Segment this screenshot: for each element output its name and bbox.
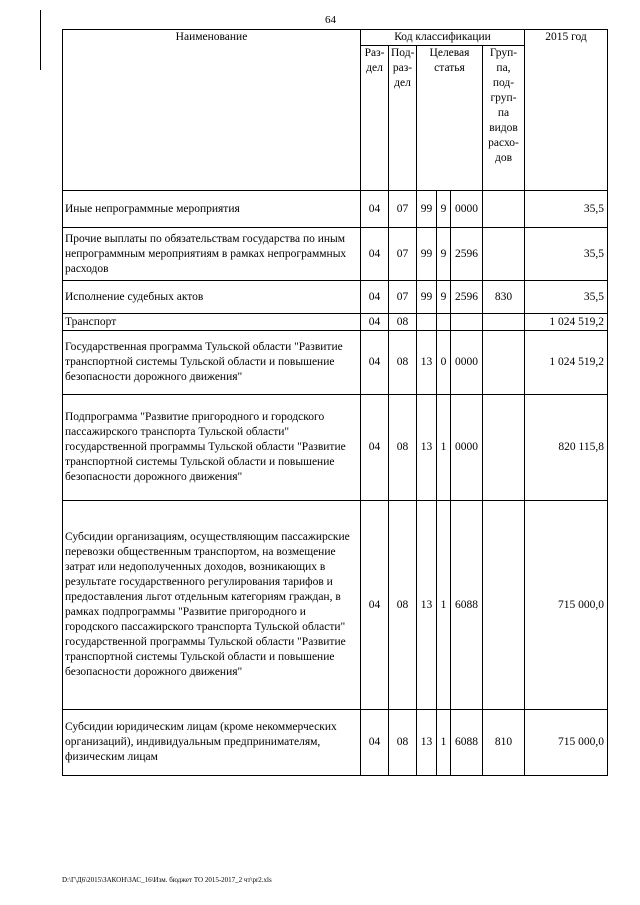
row-razdel: 04 xyxy=(361,501,389,710)
row-vr xyxy=(483,228,525,281)
row-name: Иные непрограммные мероприятия xyxy=(63,191,361,228)
row-name: Исполнение судебных актов xyxy=(63,281,361,314)
row-podrazdel: 07 xyxy=(389,281,417,314)
row-name: Подпрограмма "Развитие пригородного и городского пассажирского транспорта Тульской области" государственной программы Тульской области "Развитие транспортной системы Тульской области и повышение безопасности дорожного движения" xyxy=(63,395,361,501)
row-cs1 xyxy=(417,314,437,331)
table-row xyxy=(63,501,608,710)
row-cs3: 6088 xyxy=(451,501,483,710)
row-cs3 xyxy=(451,314,483,331)
row-cs3: 0000 xyxy=(451,395,483,501)
row-amount: 35,5 xyxy=(525,228,608,281)
row-cs2: 9 xyxy=(437,191,451,228)
header-year: 2015 год xyxy=(525,30,608,191)
row-cs2: 1 xyxy=(437,710,451,776)
row-cs2: 0 xyxy=(437,331,451,395)
header-code-classification: Код классификации xyxy=(361,30,525,46)
row-razdel: 04 xyxy=(361,710,389,776)
table-row xyxy=(63,395,608,501)
row-razdel: 04 xyxy=(361,228,389,281)
header-section: Раз-дел xyxy=(361,46,389,191)
row-podrazdel: 08 xyxy=(389,395,417,501)
row-vr xyxy=(483,395,525,501)
row-podrazdel: 08 xyxy=(389,710,417,776)
row-vr xyxy=(483,501,525,710)
row-cs1: 99 xyxy=(417,191,437,228)
row-cs2: 1 xyxy=(437,395,451,501)
table-row xyxy=(63,314,608,331)
row-cs3: 0000 xyxy=(451,191,483,228)
table-row xyxy=(63,228,608,281)
row-name: Государственная программа Тульской области "Развитие транспортной системы Тульской области и повышение безопасности дорожного движения" xyxy=(63,331,361,395)
row-name: Субсидии юридическим лицам (кроме некоммерческих организаций), индивидуальным предпринимателям, физическим лицам xyxy=(63,710,361,776)
row-cs3: 0000 xyxy=(451,331,483,395)
row-amount: 715 000,0 xyxy=(525,501,608,710)
row-vr: 810 xyxy=(483,710,525,776)
table-row xyxy=(63,710,608,776)
footer-file-path: D:\Г\Д6\2015\ЗАКОН\ЗАС_16\Изм. бюджет ТО 2015-2017_2 чт\pr2.xls xyxy=(62,876,272,884)
row-cs3: 6088 xyxy=(451,710,483,776)
header-expense-group: Груп-па, под-груп-па видов расхо-дов xyxy=(483,46,525,191)
header-subsection: Под-раз-дел xyxy=(389,46,417,191)
row-cs3: 2596 xyxy=(451,228,483,281)
row-razdel: 04 xyxy=(361,395,389,501)
row-podrazdel: 08 xyxy=(389,314,417,331)
row-podrazdel: 07 xyxy=(389,191,417,228)
table-row xyxy=(63,331,608,395)
row-vr xyxy=(483,331,525,395)
row-name: Прочие выплаты по обязательствам государства по иным непрограммным мероприятиям в рамках непрограммных расходов xyxy=(63,228,361,281)
header-name: Наименование xyxy=(63,30,361,191)
row-vr xyxy=(483,191,525,228)
row-amount: 715 000,0 xyxy=(525,710,608,776)
row-cs1: 13 xyxy=(417,331,437,395)
budget-table xyxy=(62,29,608,776)
header-target-article: Целевая статья xyxy=(417,46,483,191)
table-row xyxy=(63,281,608,314)
row-podrazdel: 08 xyxy=(389,501,417,710)
row-vr: 830 xyxy=(483,281,525,314)
row-name: Субсидии организациям, осуществляющим пассажирские перевозки общественным транспортом, на возмещение затрат или недополученных доходов, возникающих в результате государственного регулирования тарифов и предоставления льгот отдельным категориям граждан, в рамках подпрограммы "Развитие пригородного и городского пассажирского транспорта Тульской области" государственной программы Тульской области "Развитие транспортной системы Тульской области и повышение безопасности дорожного движения" xyxy=(63,501,361,710)
row-cs1: 13 xyxy=(417,395,437,501)
row-cs1: 13 xyxy=(417,710,437,776)
page-number: 64 xyxy=(325,14,336,26)
row-vr xyxy=(483,314,525,331)
row-razdel: 04 xyxy=(361,331,389,395)
row-cs1: 13 xyxy=(417,501,437,710)
row-razdel: 04 xyxy=(361,314,389,331)
row-amount: 35,5 xyxy=(525,281,608,314)
margin-rule xyxy=(40,10,41,70)
row-cs1: 99 xyxy=(417,281,437,314)
row-razdel: 04 xyxy=(361,191,389,228)
row-cs2: 9 xyxy=(437,228,451,281)
row-cs1: 99 xyxy=(417,228,437,281)
row-amount: 35,5 xyxy=(525,191,608,228)
row-amount: 1 024 519,2 xyxy=(525,331,608,395)
row-podrazdel: 08 xyxy=(389,331,417,395)
row-cs2: 1 xyxy=(437,501,451,710)
row-cs3: 2596 xyxy=(451,281,483,314)
row-razdel: 04 xyxy=(361,281,389,314)
row-cs2 xyxy=(437,314,451,331)
row-name: Транспорт xyxy=(63,314,361,331)
row-amount: 820 115,8 xyxy=(525,395,608,501)
row-podrazdel: 07 xyxy=(389,228,417,281)
row-amount: 1 024 519,2 xyxy=(525,314,608,331)
row-cs2: 9 xyxy=(437,281,451,314)
table-row xyxy=(63,191,608,228)
